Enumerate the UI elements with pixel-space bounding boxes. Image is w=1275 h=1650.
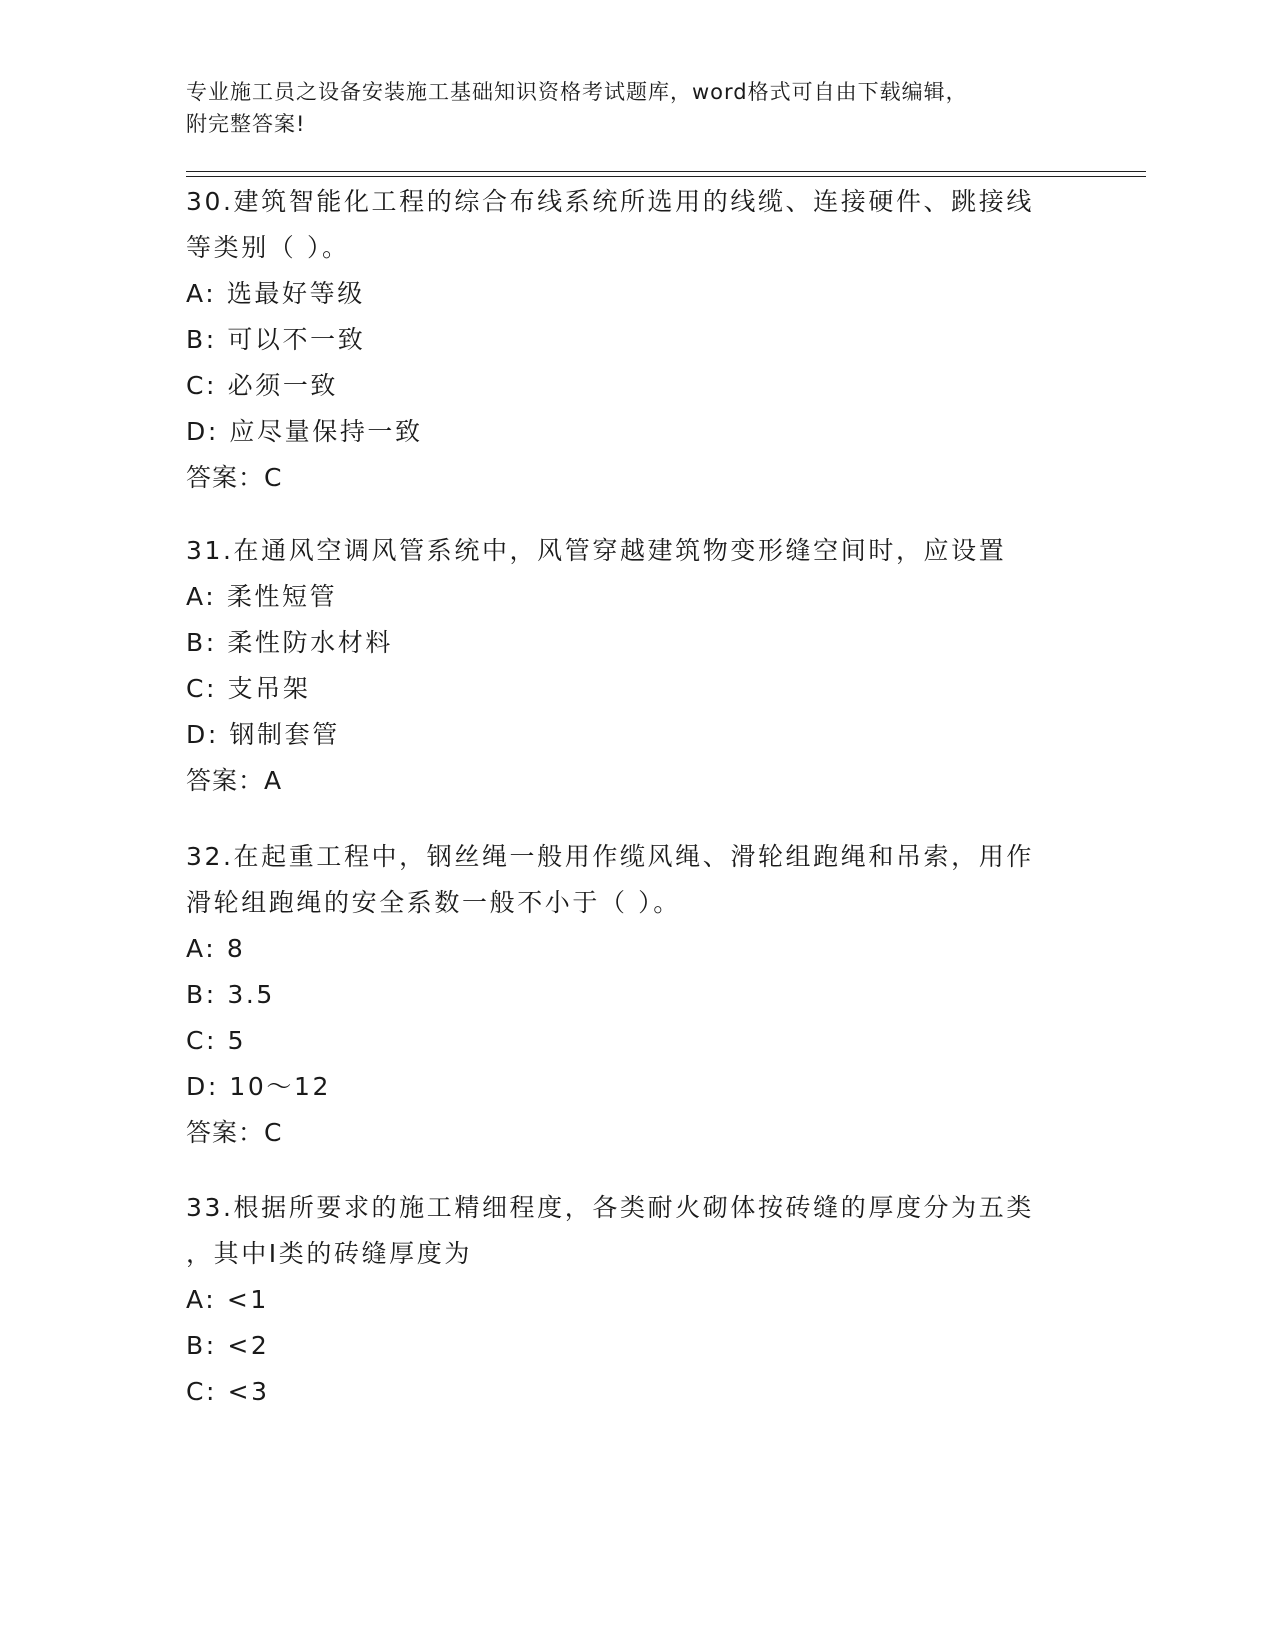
- answer: 答案：C: [186, 463, 283, 492]
- option-c: C: 支吊架: [186, 674, 311, 703]
- question-stem-line: 30.建筑智能化工程的综合布线系统所选用的线缆、连接硬件、跳接线: [186, 187, 1034, 216]
- answer: 答案：C: [186, 1118, 283, 1147]
- document-header: [186, 76, 1086, 140]
- option-b: B: 可以不一致: [186, 325, 366, 354]
- question-33: [186, 1185, 1086, 1415]
- option-c: C: 5: [186, 1026, 247, 1055]
- option-b: B: <2: [186, 1331, 270, 1360]
- answer: 答案：A: [186, 766, 283, 795]
- question-stem-line: 滑轮组跑绳的安全系数一般不小于（ ）。: [186, 888, 681, 917]
- question-stem-line: 33.根据所要求的施工精细程度，各类耐火砌体按砖缝的厚度分为五类: [186, 1193, 1034, 1222]
- option-b: B: 柔性防水材料: [186, 628, 393, 657]
- header-line-1: 专业施工员之设备安装施工基础知识资格考试题库，word格式可自由下载编辑，: [186, 80, 968, 104]
- option-c: C: 必须一致: [186, 371, 339, 400]
- question-stem-line: ，其中Ⅰ类的砖缝厚度为: [186, 1239, 472, 1268]
- option-a: A: 8: [186, 934, 246, 963]
- header-line-2: 附完整答案!: [186, 112, 306, 136]
- header-divider-bottom: [186, 176, 1146, 177]
- question-stem-line: 等类别（ ）。: [186, 233, 350, 262]
- option-d: D: 应尽量保持一致: [186, 417, 423, 446]
- header-divider-top: [186, 171, 1146, 172]
- question-30: [186, 179, 1086, 501]
- option-a: A: 选最好等级: [186, 279, 365, 308]
- option-a: A: <1: [186, 1285, 269, 1314]
- option-b: B: 3.5: [186, 980, 275, 1009]
- question-stem-line: 32.在起重工程中，钢丝绳一般用作缆风绳、滑轮组跑绳和吊索，用作: [186, 842, 1034, 871]
- question-stem-line: 31.在通风空调风管系统中，风管穿越建筑物变形缝空间时，应设置: [186, 536, 1007, 565]
- option-a: A: 柔性短管: [186, 582, 338, 611]
- option-d: D: 10～12: [186, 1072, 332, 1101]
- question-31: [186, 528, 1086, 804]
- option-c: C: <3: [186, 1377, 270, 1406]
- question-32: [186, 834, 1086, 1156]
- option-d: D: 钢制套管: [186, 720, 340, 749]
